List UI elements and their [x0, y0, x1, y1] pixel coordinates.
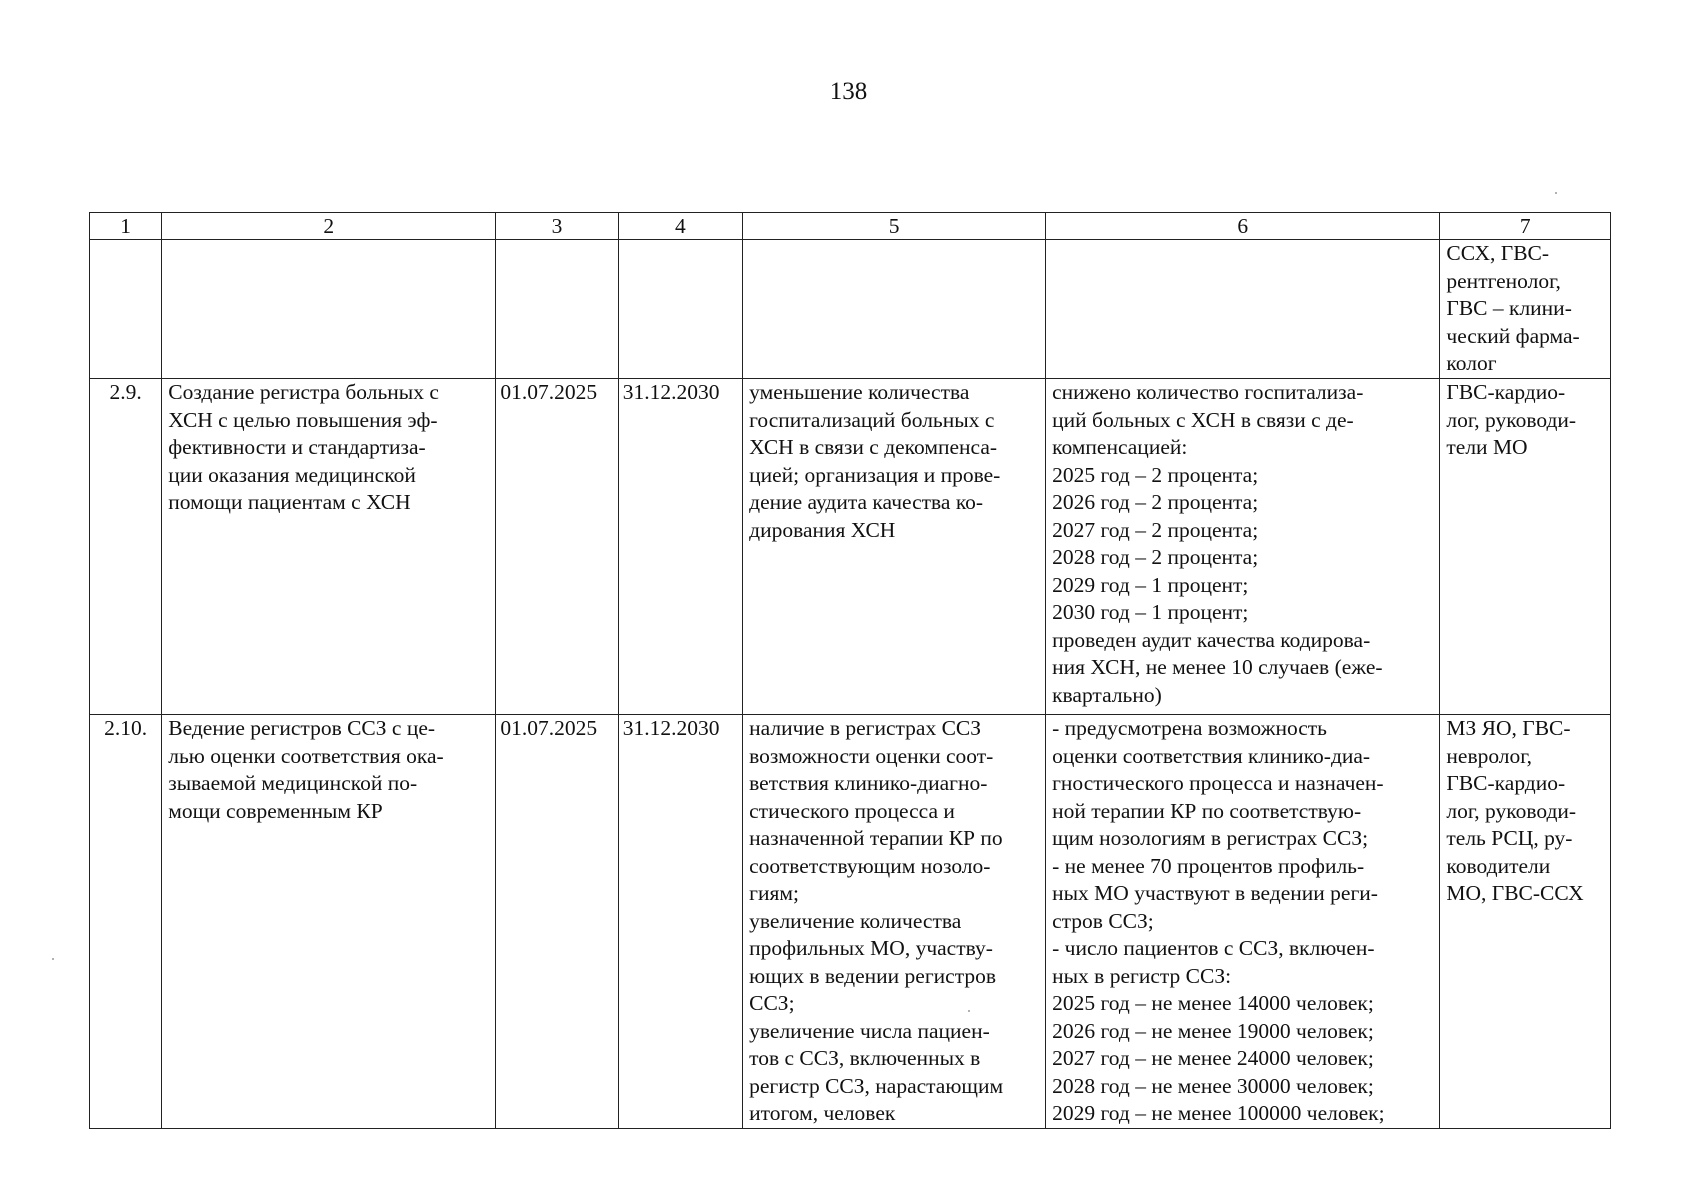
- end-date-cell: [618, 240, 742, 379]
- row-number: 2.10.: [90, 715, 162, 1129]
- indicator-cell: - предусмотрена возможность оценки соответствия клинико-диа- гностического процесса и назначен- ной терапии КР по соответствую- щим нозологиям в регистрах ССЗ; - не менее 70 процентов профиль- ных МО участвуют в ведении реги- стров ССЗ; - число пациентов с ССЗ, включен- ных в регистр ССЗ: 2025 год – не менее 14000 человек; 2026 год – не менее 19000 человек; 2027 год – не менее 24000 человек; 2028 год – не менее 30000 человек; 2029 год – не менее 100000 человек;: [1046, 715, 1440, 1129]
- responsible-cell: МЗ ЯО, ГВС- невролог, ГВС-кардио- лог, руководи- тель РСЦ, ру- ководители МО, ГВС-ССХ: [1440, 715, 1611, 1129]
- responsible-cell: ГВС-кардио- лог, руководи- тели МО: [1440, 379, 1611, 715]
- table-row-2-10: [90, 715, 1611, 1129]
- measure-cell: Ведение регистров ССЗ с це- лью оценки соответствия ока- зываемой медицинской по- мощи современным КР: [162, 715, 496, 1129]
- table-row-continuation: [90, 240, 1611, 379]
- column-header-1: 1: [90, 213, 162, 240]
- result-cell: наличие в регистрах ССЗ возможности оценки соот- ветствия клинико-диагно- стического процесса и назначенной терапии КР по соответствующим нозоло- гиям; увеличение количества профильных МО, участву- ющих в ведении регистров ССЗ; увеличение числа пациен- тов с ССЗ, включенных в регистр ССЗ, нарастающим итогом, человек: [743, 715, 1046, 1129]
- column-header-2: 2: [162, 213, 496, 240]
- start-date-cell: 01.07.2025: [496, 379, 618, 715]
- measure-cell: Создание регистра больных с ХСН с целью повышения эф- фективности и стандартиза- ции оказания медицинской помощи пациентам с ХСН: [162, 379, 496, 715]
- page-number: 138: [829, 78, 868, 105]
- column-header-7: 7: [1440, 213, 1611, 240]
- column-header-3: 3: [496, 213, 618, 240]
- end-date-cell: 31.12.2030: [618, 715, 742, 1129]
- result-cell: уменьшение количества госпитализаций больных с ХСН в связи с декомпенса- цией; организация и прове- дение аудита качества ко- дирования ХСН: [743, 379, 1046, 715]
- table-header-row: [90, 213, 1611, 240]
- responsible-cell: ССХ, ГВС- рентгенолог, ГВС – клини- ческий фарма- колог: [1440, 240, 1611, 379]
- column-header-6: 6: [1046, 213, 1440, 240]
- scan-speck: [52, 958, 54, 960]
- indicator-cell: [1046, 240, 1440, 379]
- result-cell: [743, 240, 1046, 379]
- indicator-cell: снижено количество госпитализа- ций больных с ХСН в связи с де- компенсацией: 2025 год – 2 процента; 2026 год – 2 процента; 2027 год – 2 процента; 2028 год – 2 процента; 2029 год – 1 процент; 2030 год – 1 процент; проведен аудит качества кодирова- ния ХСН, не менее 10 случаев (еже- квартально): [1046, 379, 1440, 715]
- start-date-cell: 01.07.2025: [496, 715, 618, 1129]
- scan-speck: [1555, 192, 1557, 194]
- row-number: [90, 240, 162, 379]
- column-header-5: 5: [743, 213, 1046, 240]
- scan-speck: [968, 1010, 970, 1012]
- end-date-cell: 31.12.2030: [618, 379, 742, 715]
- measure-cell: [162, 240, 496, 379]
- measures-table: [89, 212, 1611, 1129]
- row-number: 2.9.: [90, 379, 162, 715]
- table-row-2-9: [90, 379, 1611, 715]
- start-date-cell: [496, 240, 618, 379]
- column-header-4: 4: [618, 213, 742, 240]
